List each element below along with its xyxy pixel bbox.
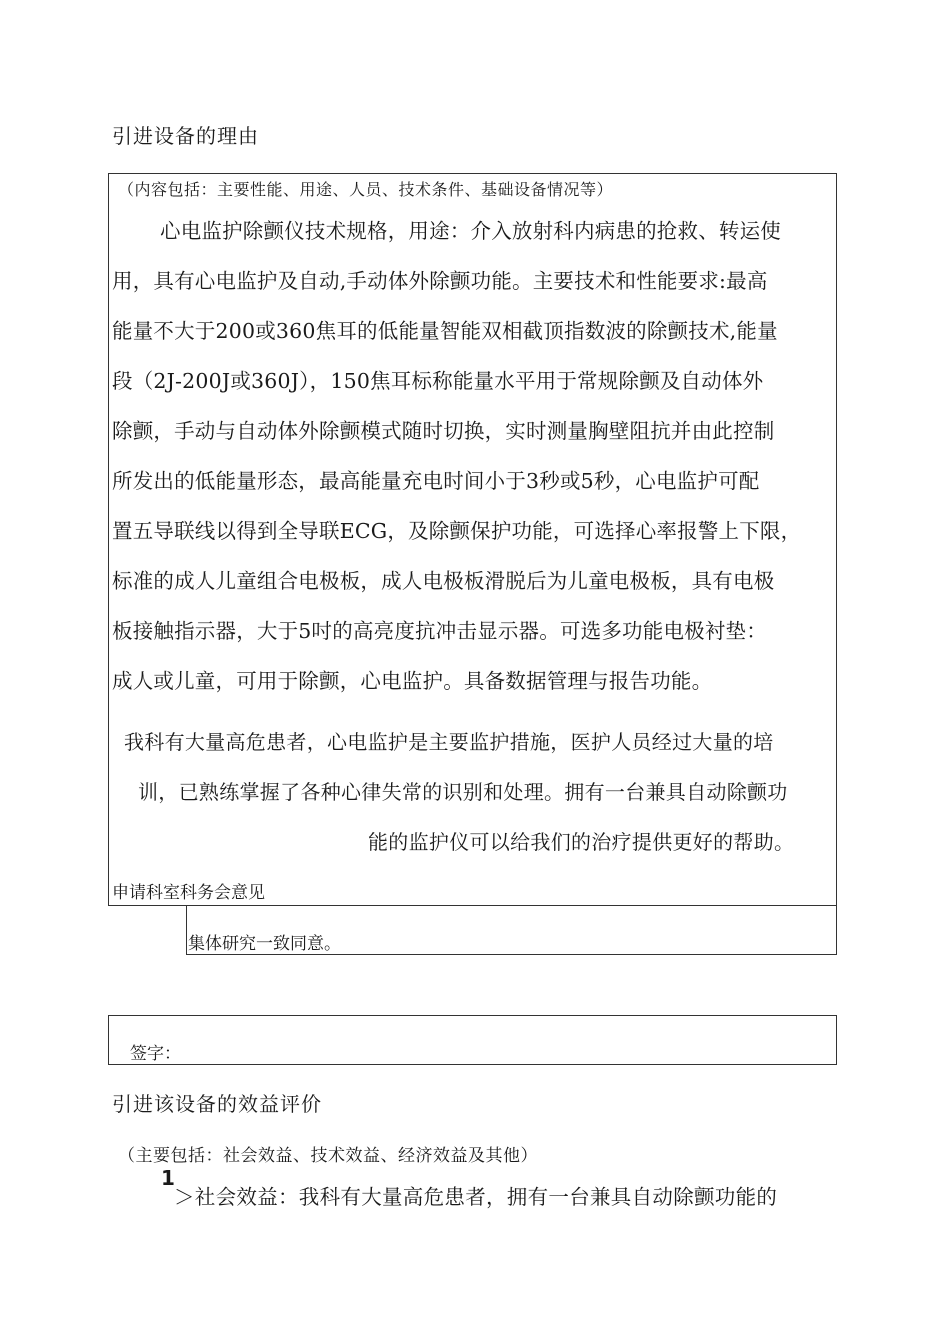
spec-line: 板接触指示器，大于5吋的高亮度抗冲击显示器。可选多功能电极衬垫： <box>112 619 767 643</box>
opinion-content: 集体研究一致同意。 <box>188 934 341 954</box>
benefit-item-text: ＞社会效益：我科有大量高危患者，拥有一台兼具自动除颤功能的 <box>174 1185 778 1209</box>
spec-line: 用，具有心电监护及自动,手动体外除颤功能。主要技术和性能要求:最高 <box>112 269 768 293</box>
opinion-label: 申请科室科务会意见 <box>112 883 265 903</box>
spec-line: 除颤，手动与自动体外除颤模式随时切换，实时测量胸壁阻抗并由此控制 <box>112 419 775 443</box>
benefit-section-title: 引进该设备的效益评价 <box>112 1092 322 1116</box>
reason-section-title: 引进设备的理由 <box>112 124 259 148</box>
reason-note: （内容包括：主要性能、用途、人员、技术条件、基础设备情况等） <box>118 180 614 199</box>
spec-line: 能量不大于200或360焦耳的低能量智能双相截顶指数波的除颤技术,能量 <box>112 319 778 343</box>
spec-line: 置五导联线以得到全导联ECG，及除颤保护功能，可选择心率报警上下限， <box>112 519 802 543</box>
reason-line: 能的监护仪可以给我们的治疗提供更好的帮助。 <box>368 830 795 854</box>
signature-box <box>108 1015 837 1065</box>
reason-line: 训，已熟练掌握了各种心律失常的识别和处理。拥有一台兼具自动除颤功 <box>138 780 788 804</box>
spec-line: 标准的成人儿童组合电极板，成人电极板滑脱后为儿童电极板，具有电极 <box>112 569 775 593</box>
spec-line: 成人或儿童，可用于除颤，心电监护。具备数据管理与报告功能。 <box>112 669 713 693</box>
benefit-note: （主要包括：社会效益、技术效益、经济效益及其他） <box>118 1146 538 1166</box>
signature-label: 签字： <box>130 1044 181 1064</box>
spec-line: 心电监护除颤仪技术规格，用途：介入放射科内病患的抢救、转运使 <box>160 219 781 243</box>
spec-line: 所发出的低能量形态，最高能量充电时间小于3秒或5秒，心电监护可配 <box>112 469 760 493</box>
benefit-item-number: 1 <box>161 1166 175 1190</box>
spec-line: 段（2J-200J或360J），150焦耳标称能量水平用于常规除颤及自动体外 <box>112 369 764 393</box>
reason-line: 我科有大量高危患者，心电监护是主要监护措施，医护人员经过大量的培 <box>124 730 774 754</box>
